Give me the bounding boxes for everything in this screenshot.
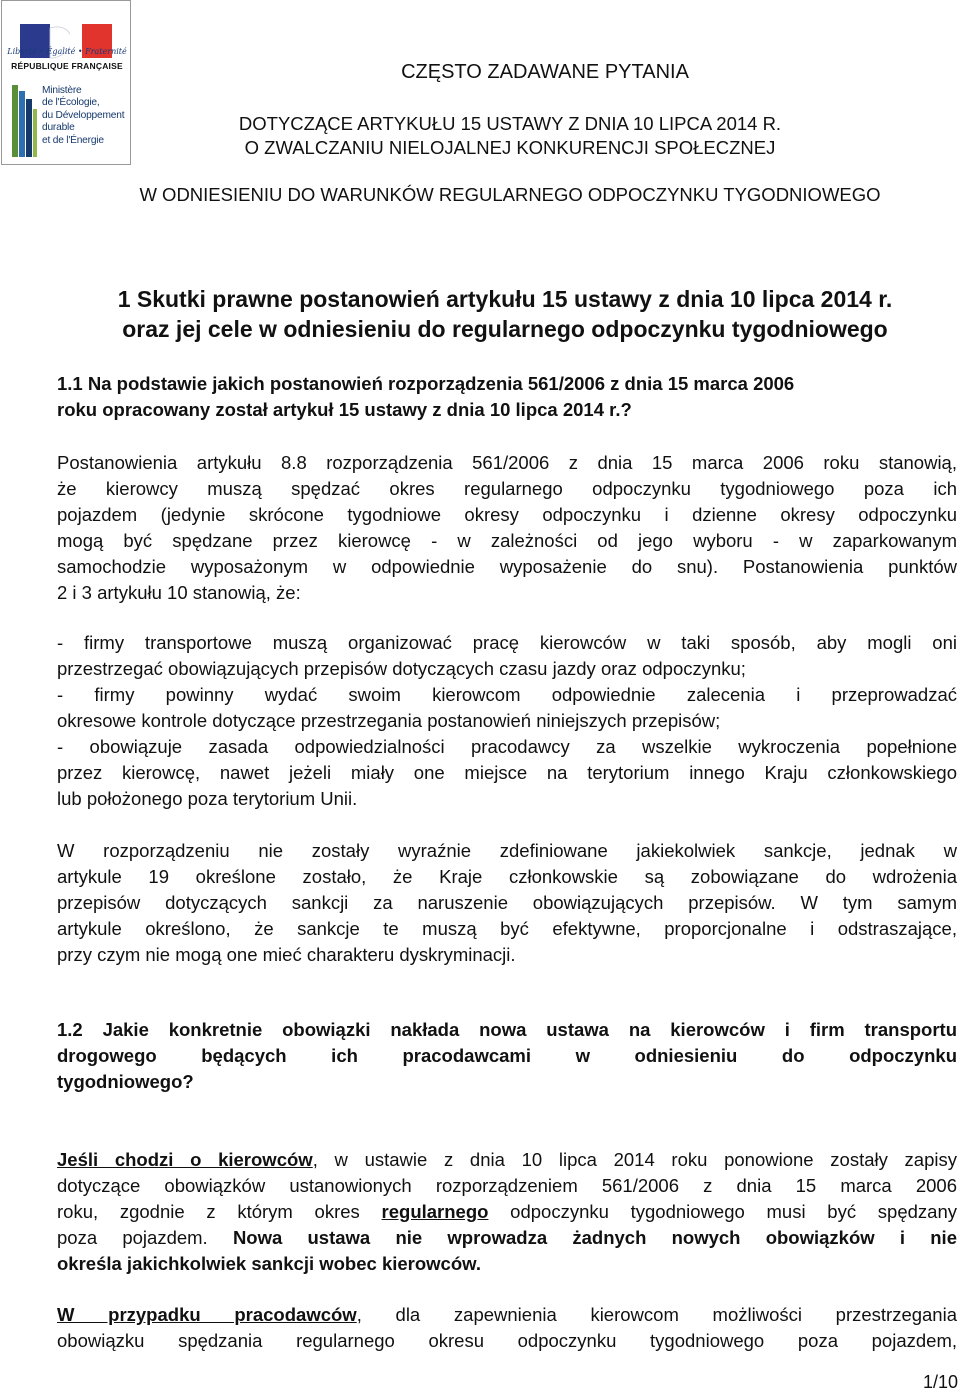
paragraph-line: [57, 1225, 957, 1251]
question-heading: drogowego będących ich pracodawcami w odniesieniu do odpoczynku: [57, 1045, 957, 1066]
ministry-line: du Développement: [42, 109, 125, 121]
text-run: roku, zgodnie z którym okres: [57, 1201, 382, 1222]
paragraph-line: dotyczące obowiązków ustanowionych rozporządzeniem 561/2006 z dnia 15 marca 2006: [57, 1175, 957, 1196]
paragraph-line: artykule 19 określone zostało, że Kraje członkowskie są zobowiązane do wdrożenia: [57, 866, 957, 887]
document-subtitle-line: O ZWALCZANIU NIELOJALNEJ KONKURENCJI SPOŁECZNEJ: [244, 137, 776, 158]
text-run: poza pojazdem.: [57, 1227, 233, 1248]
paragraph-line: że kierowcy muszą spędzać okres regularnego odpoczynku tygodniowego poza ich: [57, 478, 957, 499]
paragraph-line: Postanowienia artykułu 8.8 rozporządzenia 561/2006 z dnia 15 marca 2006 roku stanowią,: [57, 452, 957, 473]
paragraph-line: określa jakichkolwiek sankcji wobec kierowców.: [57, 1253, 481, 1274]
ministry-line: de l'Écologie,: [42, 97, 100, 109]
question-heading: roku opracowany został artykuł 15 ustawy z dnia 10 lipca 2014 r.?: [57, 399, 632, 420]
ministry-line: et de l'Énergie: [42, 134, 104, 146]
document-subtitle-line: W ODNIESIENIU DO WARUNKÓW REGULARNEGO ODPOCZYNKU TYGODNIOWEGO: [139, 184, 881, 205]
question-heading: 1.1 Na podstawie jakich postanowień rozporządzenia 561/2006 z dnia 15 marca 2006: [57, 373, 795, 394]
list-item-line: przez kierowcę, nawet jeżeli miały one miejsce na terytorium innego Kraju członkowskiego: [57, 762, 957, 783]
list-item-line: lub położonego poza terytorium Unii.: [57, 788, 358, 809]
question-heading: tygodniowego?: [57, 1071, 194, 1092]
paragraph-line: samochodzie wyposażonym w odpowiednie wyposażenie do snu). Postanowienia punktów: [57, 556, 957, 577]
text-run: , w ustawie z dnia 10 lipca 2014 roku ponowione zostały zapisy: [312, 1149, 957, 1170]
paragraph-line: artykule określono, że sankcje te muszą być efektywne, proporcjonalne i odstraszające,: [57, 918, 957, 939]
paragraph-line: 2 i 3 artykułu 10 stanowią, że:: [57, 582, 301, 603]
paragraph-line: W rozporządzeniu nie zostały wyraźnie zdefiniowane jakiekolwiek sankcje, jednak w: [57, 840, 957, 861]
underlined-term: regularnego: [381, 1201, 489, 1222]
question-heading: 1.2 Jakie konkretnie obowiązki nakłada nowa ustawa na kierowców i firm transportu: [57, 1019, 957, 1040]
paragraph-line: [57, 1302, 957, 1328]
paragraph-line: obowiązku spędzania regularnego okresu odpoczynku tygodniowego poza pojazdem,: [57, 1330, 957, 1351]
list-item-line: - obowiązuje zasada odpowiedzialności pracodawcy za wszelkie wykroczenia popełnione: [57, 736, 957, 757]
section-heading: oraz jej cele w odniesieniu do regularnego odpoczynku tygodniowego: [122, 316, 888, 342]
underlined-lead: W przypadku pracodawców: [57, 1304, 357, 1325]
list-item-line: - firmy powinny wydać swoim kierowcom odpowiednie zalecenia i przeprowadzać: [57, 684, 957, 705]
ministry-line: Ministère: [42, 85, 82, 96]
ministry-line: durable: [42, 122, 75, 134]
document-subtitle-line: DOTYCZĄCE ARTYKUŁU 15 USTAWY Z DNIA 10 LIPCA 2014 R.: [238, 113, 782, 134]
paragraph-line: mogą być spędzane przez kierowcę - w zależności od jego wyboru - w zaparkowanym: [57, 530, 957, 551]
paragraph-line: [57, 1147, 957, 1173]
list-item-line: przestrzegać obowiązujących przepisów dotyczących czasu jazdy oraz odpoczynku;: [57, 658, 746, 679]
logo-motto: Liberté • Égalité • Fraternité: [7, 47, 127, 56]
underlined-lead: Jeśli chodzi o kierowców: [57, 1149, 313, 1170]
text-run: odpoczynku tygodniowego musi być spędzany: [488, 1201, 957, 1222]
list-item-line: okresowe kontrole dotyczące przestrzegania postanowień niniejszych przepisów;: [57, 710, 721, 731]
section-heading: 1 Skutki prawne postanowień artykułu 15 ustawy z dnia 10 lipca 2014 r.: [117, 286, 893, 312]
page-number: 1/10: [922, 1372, 958, 1392]
logo-republic-name: RÉPUBLIQUE FRANÇAISE: [11, 61, 123, 71]
paragraph-line: pojazdem (jedynie skrócone tygodniowe okresy odpoczynku i dzienne okresy odpoczynku: [57, 504, 957, 525]
paragraph-line: przy czym nie mogą one mieć charakteru dyskryminacji.: [57, 944, 516, 965]
document-title: CZĘSTO ZADAWANE PYTANIA: [401, 61, 689, 83]
paragraph-line: [57, 1199, 957, 1225]
text-run: , dla zapewnienia kierowcom możliwości przestrzegania: [356, 1304, 957, 1325]
list-item-line: - firmy transportowe muszą organizować pracę kierowców w taki sposób, aby mogli oni: [57, 632, 957, 653]
bold-statement: Nowa ustawa nie wprowadza żadnych nowych obowiązków i nie: [232, 1227, 957, 1248]
paragraph-line: przepisów dotyczących sankcji za naruszenie obowiązujących przepisów. W tym samym: [57, 892, 957, 913]
